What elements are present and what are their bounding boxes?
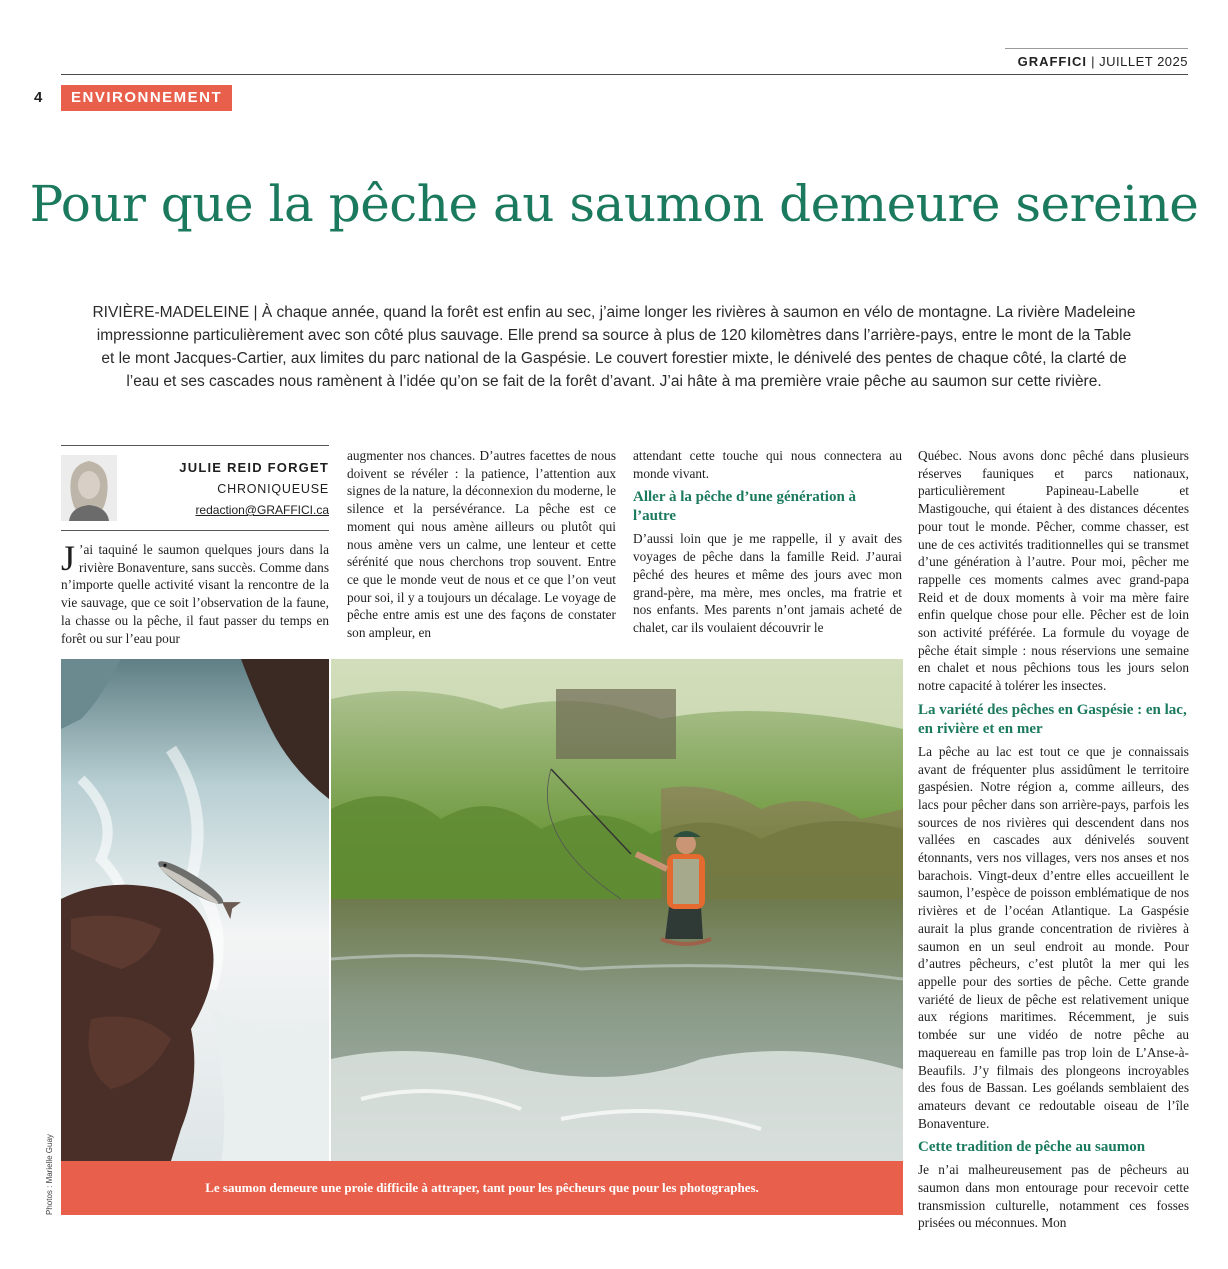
masthead xyxy=(1018,54,1188,69)
masthead-separator: | xyxy=(1091,54,1095,69)
article-photo xyxy=(61,659,903,1161)
paragraph: augmenter nos chances. D’autres facettes de nous doivent se révéler : la patience, l’attention aux signes de la nature, la déconnexion du moderne, le silence et la persévérance. La pêche est ce moment qui nous amène ailleurs ou plutôt qui nous amène vers un calme, une lenteur et cette sérénité que nous cherchons trop souvent. Entre ce que le monde veut de nous et ce que l’on veut pour soi, il y a toujours un décalage. Le voyage de pêche entre amis est une des façons de constater son ampleur, en xyxy=(347,448,616,641)
subheading: Aller à la pêche d’une génération à l’autre xyxy=(633,489,857,525)
author-avatar xyxy=(61,455,117,521)
paragraph: Québec. Nous avons donc pêché dans plusieurs réserves fauniques et parcs nationaux, particulièrement Papineau-Labelle et Mastigouche, qui étaient à des distances décentes pour tout le monde. Pêcher, comme chasser, est une de ces activités traditionnelles qui se transmet d’une génération à l’autre. Pour moi, pêcher me rappelle ces moments calmes avec grand-papa Reid et de doux moments à voir ma mère faire enfin quelque chose pour elle. Pêcher est de loin son activité préférée. La formule du voyage de pêche était simple : nous réservions une semaine en chalet et nous pêchions tous les jours selon notre capacité à tolérer les insectes. xyxy=(918,448,1189,694)
paragraph: La pêche au lac est tout ce que je connaissais avant de fréquenter plus assidûment le territoire gaspésien. Notre région a, comme ailleurs, des lacs pour pêcher dans son arrière-pays, parfois les sources de nos rivières qui descendent dans nos vallées en cascades aux dénivelés souvent étonnants, vers nos villages, vers nos anses et nos barachois. Vingt-deux d’entre elles accueillent le saumon, l’espèce de poisson emblématique de nos rivières et de l’océan Atlantique. La Gaspésie aurait la plus grande concentration de rivières à saumon en un seul endroit au monde. Pour d’autres pêcheurs, c’est plutôt la mer qui les appelle pour des sorties de pêche. Cette grande variété de lieux de pêche est relativement unique aux régions maritimes. Récemment, je suis tombée sur une vidéo de notre pêche au maquereau en famille pas trop loin de L’Anse-à-Beaufils. J’y filmais des plongeons incroyables des fous de Bassan. Les goélands semblaient des amateurs devant ce redoutable oiseau de l’île Bonaventure. xyxy=(918,743,1189,1131)
photo-caption-bar xyxy=(61,1161,903,1215)
angler-photo xyxy=(331,659,903,1161)
byline-top-rule xyxy=(61,445,329,446)
photo-credit: Photos : Marielle Guay xyxy=(45,1134,54,1215)
section-tag: ENVIRONNEMENT xyxy=(61,85,232,111)
column-4 xyxy=(918,447,1189,1232)
header-rule xyxy=(61,74,1188,75)
author-role: CHRONIQUEUSE xyxy=(217,482,329,496)
column-2 xyxy=(347,447,616,642)
byline-bottom-rule xyxy=(61,530,329,531)
paragraph xyxy=(61,538,330,647)
paragraph: attendant cette touche qui nous connectera au monde vivant. xyxy=(633,448,902,481)
waterfall-photo xyxy=(61,659,329,1161)
column-1 xyxy=(61,538,330,647)
article-title: Pour que la pêche au saumon demeure sereine xyxy=(29,175,1199,233)
article-lede: RIVIÈRE-MADELEINE | À chaque année, quand la forêt est enfin au sec, j’aime longer les rivières à saumon en vélo de montagne. La rivière Madeleine impressionne particulièrement avec son côté plus sauvage. Elle prend sa source à plus de 120 kilomètres dans l’arrière-pays, entre le mont de la Table et le mont Jacques-Cartier, aux limites du parc national de la Gaspésie. Le couvert forestier mixte, le dénivelé des pentes de chaque côté, la clarté de l’eau et ses cascades nous ramènent à l’idée qu’on se fait de la forêt d’avant. J’ai hâte à ma première vraie pêche au saumon sur cette rivière. xyxy=(92,304,1136,390)
author-email-link[interactable]: redaction@GRAFFICI.ca xyxy=(195,503,329,517)
publication-name: GRAFFICI xyxy=(1017,54,1087,69)
subheading: La variété des pêches en Gaspésie : en lac, en rivière et en mer xyxy=(918,701,1187,737)
paragraph: Je n’ai malheureusement pas de pêcheurs au saumon dans mon entourage pour recevoir cette transmission culturelle, notamment ces fosses prisées ou méconnues. Mon xyxy=(918,1162,1189,1231)
masthead-rule xyxy=(1005,48,1188,49)
author-name: JULIE REID FORGET xyxy=(179,460,329,475)
photo-caption: Le saumon demeure une proie difficile à attraper, tant pour les pêcheurs que pour les photographes. xyxy=(205,1180,759,1195)
byline xyxy=(61,450,329,526)
paragraph-text: ’ai taquiné le saumon quelques jours dans la rivière Bonaventure, sans succès. Comme dans n’importe quelle activité visant la rencontre de la vie sauvage, que ce soit l’observation de la faune, la chasse ou la pêche, il faut passer du temps en forêt ou sur l’eau pour xyxy=(61,542,330,646)
drop-cap: J xyxy=(61,538,76,578)
issue-date: JUILLET 2025 xyxy=(1099,54,1188,69)
paragraph: D’aussi loin que je me rappelle, il y avait des voyages de pêche dans la famille Reid. J’aurai pêché des heures et même des jours avec mon grand-père, ma mère, mes oncles, ma fratrie et nos enfants. Mes parents n’ont jamais acheté de chalet, car ils voulaient découvrir le xyxy=(633,531,902,635)
column-3 xyxy=(633,447,902,637)
subheading: Cette tradition de pêche au saumon xyxy=(918,1139,1146,1156)
page-number: 4 xyxy=(34,89,43,106)
